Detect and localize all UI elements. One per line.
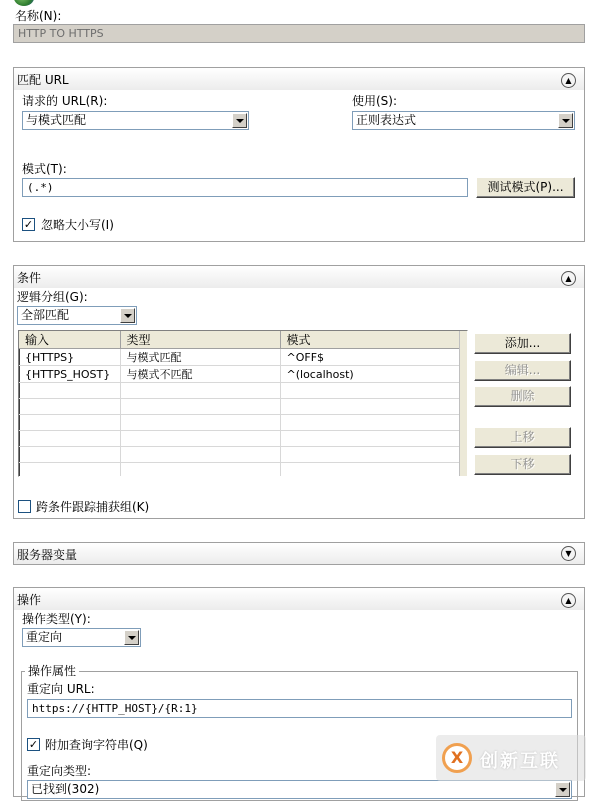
empty-row bbox=[19, 431, 463, 447]
name-field[interactable]: HTTP TO HTTPS bbox=[13, 24, 585, 43]
track-groups-checkbox[interactable] bbox=[18, 500, 31, 513]
conditions-grid[interactable] bbox=[18, 330, 468, 477]
chevron-down-icon[interactable] bbox=[232, 113, 247, 128]
empty-row bbox=[19, 447, 463, 463]
edit-condition-button[interactable]: 编辑... bbox=[474, 360, 571, 381]
empty-row bbox=[19, 463, 463, 478]
table-cell: {HTTPS} bbox=[19, 349, 120, 366]
using-select[interactable] bbox=[352, 111, 575, 130]
redirect-url-label: 重定向 URL: bbox=[27, 682, 95, 696]
requested-url-value: 与模式匹配 bbox=[26, 113, 87, 127]
conditions-header[interactable] bbox=[14, 266, 584, 288]
empty-row bbox=[19, 383, 463, 399]
redirect-type-value: 已找到(302) bbox=[31, 782, 100, 796]
chevron-down-icon[interactable] bbox=[555, 782, 570, 797]
track-groups-label: 跨条件跟踪捕获组(K) bbox=[36, 500, 150, 514]
redirect-type-select[interactable] bbox=[27, 780, 572, 799]
server-variables-header[interactable] bbox=[14, 543, 584, 564]
action-title: 操作 bbox=[17, 593, 42, 607]
ignore-case-checkbox[interactable]: ✓ bbox=[23, 218, 34, 231]
conditions-title: 条件 bbox=[17, 271, 42, 285]
watermark-logo-icon: X bbox=[442, 743, 472, 773]
pattern-label: 模式(T): bbox=[22, 162, 67, 176]
match-url-title: 匹配 URL bbox=[17, 73, 69, 87]
append-query-checkbox[interactable]: ✓ bbox=[28, 738, 39, 751]
chevron-down-icon[interactable] bbox=[558, 113, 573, 128]
redirect-type-label: 重定向类型: bbox=[27, 764, 92, 778]
grid-header-row bbox=[19, 331, 463, 349]
logical-group-label: 逻辑分组(G): bbox=[17, 290, 88, 304]
table-cell: {HTTPS_HOST} bbox=[19, 366, 120, 383]
chevron-down-icon[interactable] bbox=[124, 630, 139, 645]
test-pattern-button[interactable]: 测试模式(P)... bbox=[476, 177, 575, 198]
redirect-url-input[interactable]: https://{HTTP_HOST}/{R:1} bbox=[27, 699, 572, 718]
action-type-value: 重定向 bbox=[26, 630, 63, 644]
table-cell: ^(localhost) bbox=[280, 366, 463, 383]
chevron-down-icon[interactable]: ▼ bbox=[561, 546, 576, 561]
chevron-down-icon[interactable] bbox=[120, 308, 135, 323]
requested-url-label: 请求的 URL(R): bbox=[22, 94, 108, 108]
server-variables-title: 服务器变量 bbox=[17, 548, 78, 562]
column-header-type[interactable]: 类型 bbox=[120, 331, 280, 349]
chevron-up-icon[interactable]: ▲ bbox=[561, 73, 576, 88]
empty-row bbox=[19, 415, 463, 431]
action-header[interactable] bbox=[14, 588, 584, 610]
watermark-text: 创新互联 bbox=[480, 751, 560, 772]
app-logo-icon bbox=[14, 0, 34, 6]
using-value: 正则表达式 bbox=[356, 113, 417, 127]
chevron-up-icon[interactable]: ▲ bbox=[561, 271, 576, 286]
name-label: 名称(N): bbox=[15, 9, 62, 23]
server-variables-panel[interactable] bbox=[13, 542, 585, 565]
requested-url-select[interactable] bbox=[22, 111, 249, 130]
table-cell: 与模式匹配 bbox=[120, 349, 280, 366]
table-cell: ^OFF$ bbox=[280, 349, 463, 366]
chevron-up-icon[interactable]: ▲ bbox=[561, 593, 576, 608]
action-type-select[interactable] bbox=[22, 628, 141, 647]
column-header-pattern[interactable]: 模式 bbox=[280, 331, 463, 349]
grid-scrollbar[interactable] bbox=[459, 331, 467, 476]
pattern-input[interactable]: (.*) bbox=[22, 178, 468, 197]
logical-group-value: 全部匹配 bbox=[21, 308, 70, 322]
remove-condition-button[interactable]: 删除 bbox=[474, 386, 571, 407]
using-label: 使用(S): bbox=[352, 94, 398, 108]
watermark bbox=[436, 735, 586, 781]
action-properties-title: 操作属性 bbox=[25, 664, 79, 678]
empty-row bbox=[19, 399, 463, 415]
action-type-label: 操作类型(Y): bbox=[22, 612, 91, 626]
append-query-label: 附加查询字符串(Q) bbox=[45, 738, 148, 752]
logical-group-select[interactable] bbox=[17, 306, 137, 325]
table-row[interactable] bbox=[19, 349, 463, 366]
add-condition-button[interactable]: 添加... bbox=[474, 333, 571, 354]
column-header-input[interactable]: 输入 bbox=[19, 331, 120, 349]
move-down-button[interactable]: 下移 bbox=[474, 454, 571, 475]
table-row[interactable] bbox=[19, 366, 463, 383]
ignore-case-label: 忽略大小写(I) bbox=[41, 218, 114, 232]
table-cell: 与模式不匹配 bbox=[120, 366, 280, 383]
match-url-header[interactable] bbox=[14, 68, 584, 90]
move-up-button[interactable]: 上移 bbox=[474, 427, 571, 448]
